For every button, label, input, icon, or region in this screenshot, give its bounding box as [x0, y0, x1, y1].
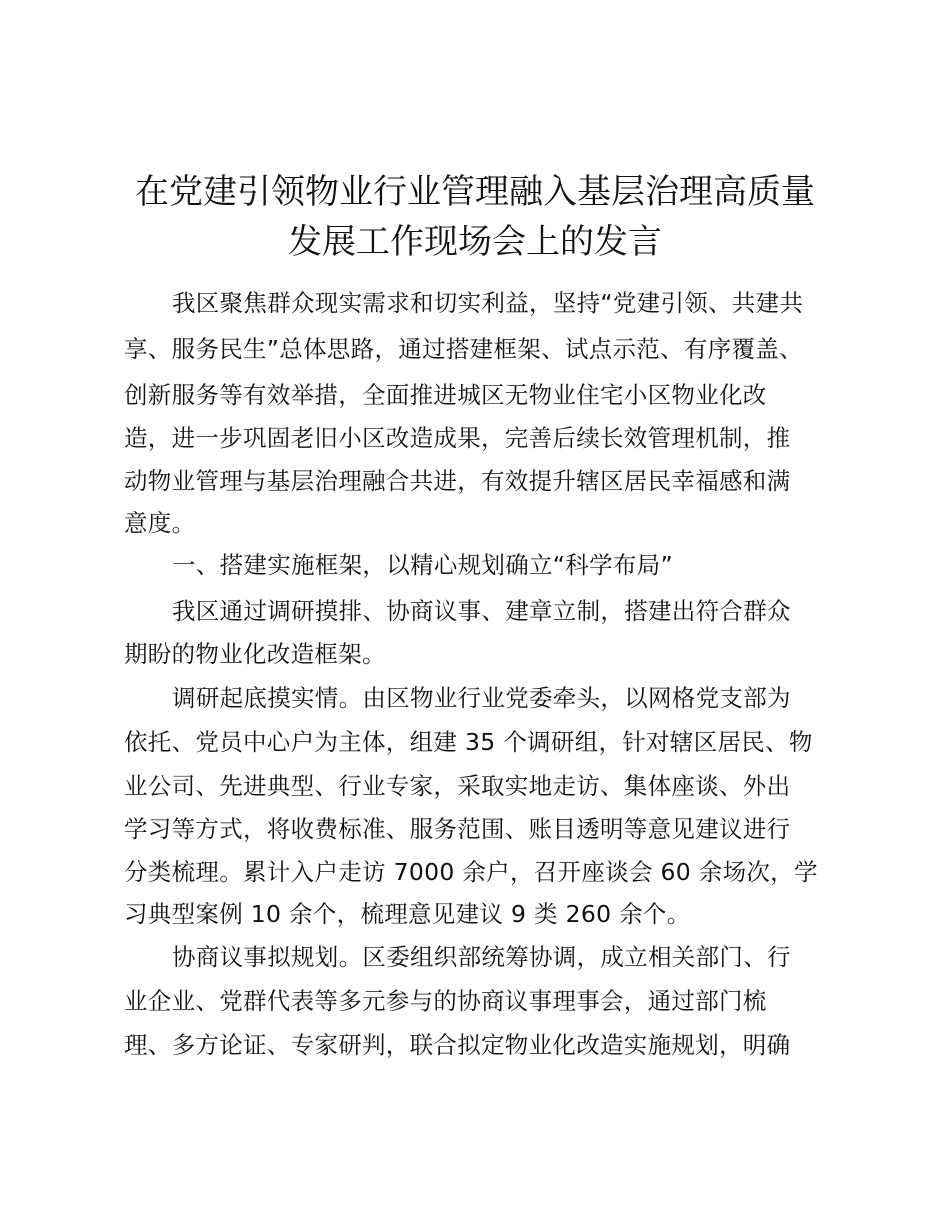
paragraph-1-line-1: 我区聚焦群众现实需求和切实利益，坚持“党建引领、共建共: [172, 289, 804, 317]
document-title-line-1: 在党建引领物业行业管理融入基层治理高质量: [135, 172, 815, 212]
paragraph-1-line-3: 创新服务等有效举措，全面推进城区无物业住宅小区物业化改: [124, 381, 767, 409]
section-heading-1: 一、搭建实施框架，以精心规划确立“科学布局”: [172, 551, 673, 579]
paragraph-3-line-2: 依托、党员中心户为主体，组建 35 个调研组，针对辖区居民、物: [124, 728, 813, 756]
paragraph-3-line-5: 分类梳理。累计入户走访 7000 余户，召开座谈会 60 余场次，学: [124, 858, 818, 886]
paragraph-2-line-1: 我区通过调研摸排、协商议事、建章立制，搭建出符合群众: [172, 597, 791, 625]
paragraph-1-line-4: 造，进一步巩固老旧小区改造成果，完善后续长效管理机制，推: [124, 424, 791, 452]
paragraph-2-line-2: 期盼的物业化改造框架。: [124, 640, 386, 668]
paragraph-1-line-6: 意度。: [124, 509, 196, 537]
paragraph-4-line-2: 业企业、党群代表等多元参与的协商议事理事会，通过部门梳: [124, 987, 767, 1015]
paragraph-4-line-1: 协商议事拟规划。区委组织部统筹协调，成立相关部门、行: [172, 943, 791, 971]
paragraph-3-line-1: 调研起底摸实情。由区物业行业党委牵头，以网格党支部为: [172, 684, 791, 712]
paragraph-1-line-5: 动物业管理与基层治理融合共进，有效提升辖区居民幸福感和满: [124, 467, 791, 495]
paragraph-4-line-3: 理、多方论证、专家研判，联合拟定物业化改造实施规划，明确: [124, 1031, 791, 1059]
document-title-line-2: 发展工作现场会上的发言: [288, 222, 662, 262]
paragraph-3-line-4: 学习等方式，将收费标准、服务范围、账目透明等意见建议进行: [124, 815, 791, 843]
paragraph-3-line-3: 业公司、先进典型、行业专家，采取实地走访、集体座谈、外出: [124, 772, 791, 800]
paragraph-3-line-6: 习典型案例 10 余个，梳理意见建议 9 类 260 余个。: [124, 900, 691, 928]
paragraph-1-line-2: 享、服务民生”总体思路，通过搭建框架、试点示范、有序覆盖、: [124, 335, 803, 363]
